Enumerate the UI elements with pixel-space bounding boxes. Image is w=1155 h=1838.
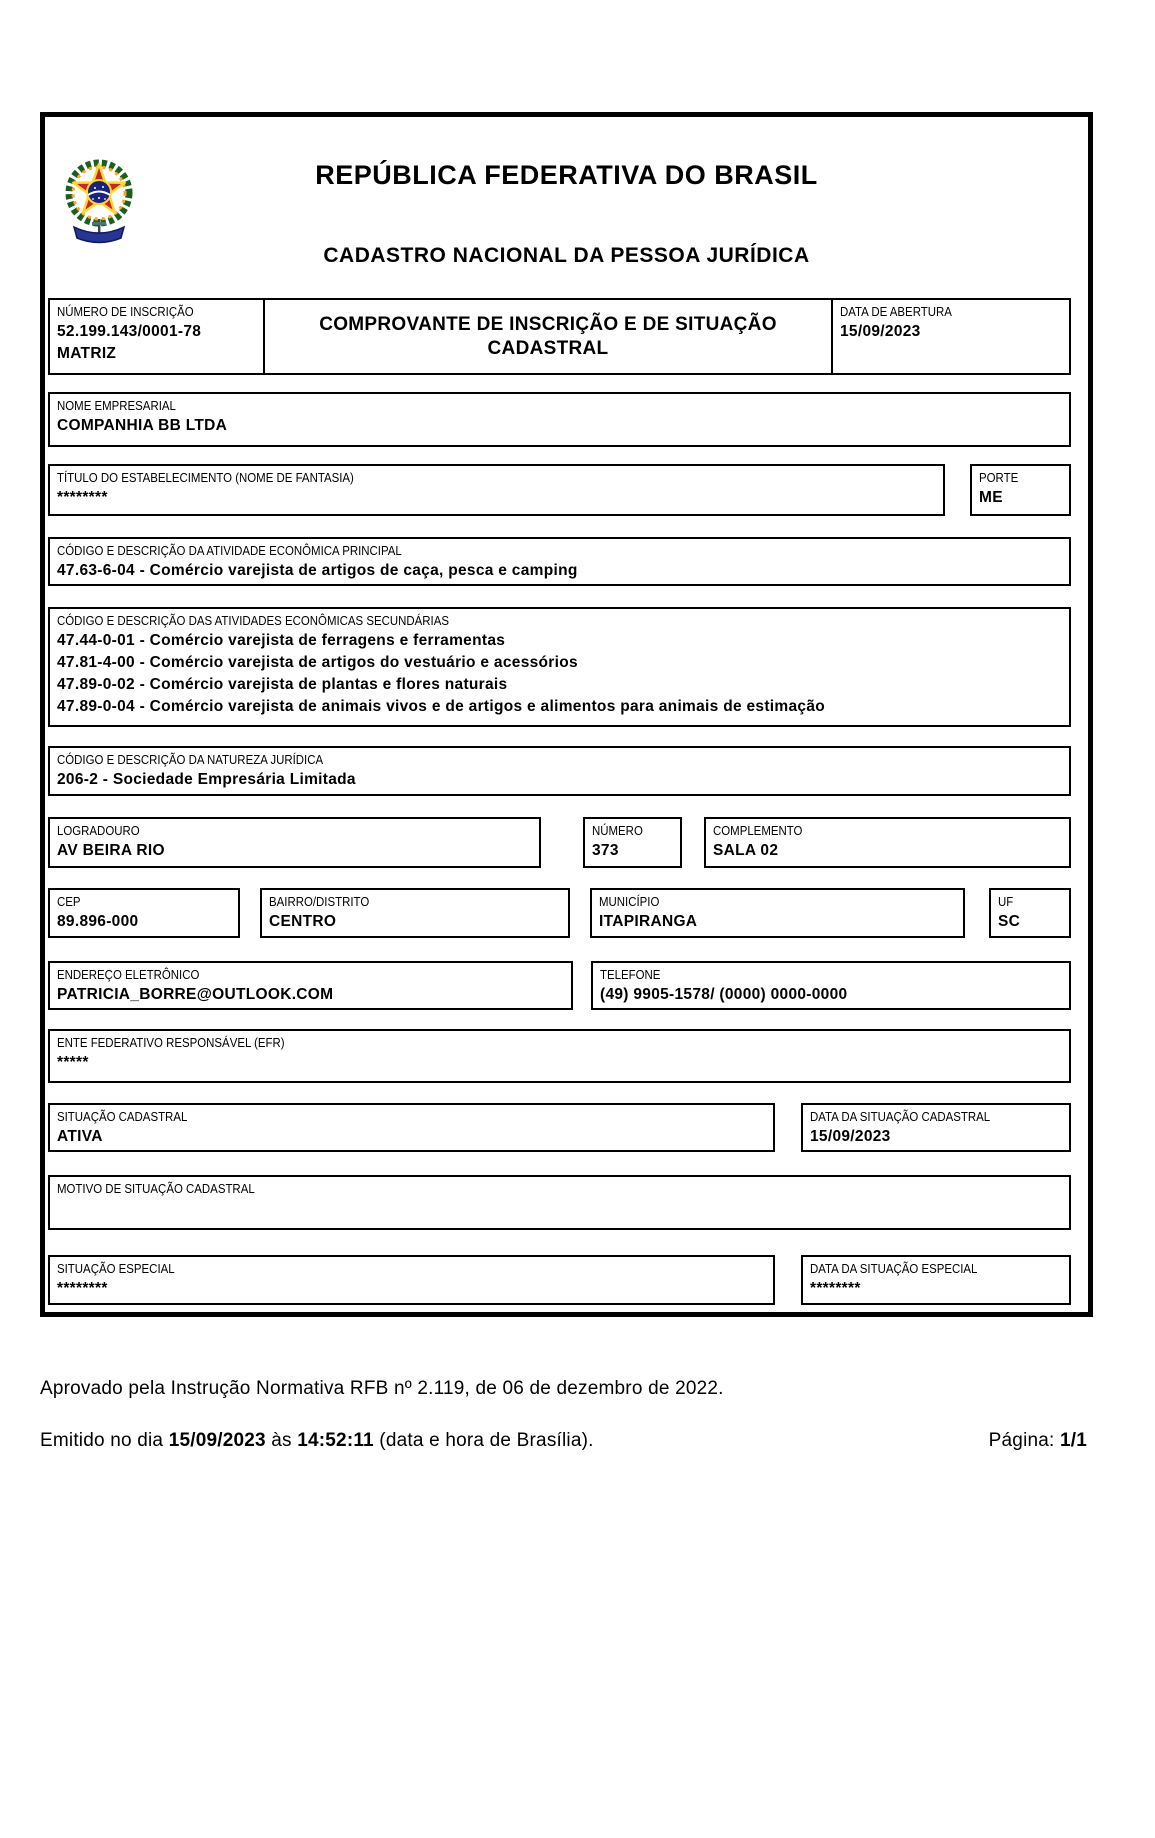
field-label: ENTE FEDERATIVO RESPONSÁVEL (EFR) bbox=[57, 1035, 285, 1050]
field-cep bbox=[48, 888, 240, 938]
page-label: Página: bbox=[988, 1430, 1060, 1451]
field-atividade-principal bbox=[48, 537, 1071, 586]
page-indicator bbox=[880, 1430, 1087, 1452]
numero-inscricao-value: 52.199.143/0001-78 bbox=[57, 323, 202, 340]
field-row-inscricao bbox=[48, 298, 1071, 375]
complemento-value: SALA 02 bbox=[713, 842, 779, 859]
bairro-value: CENTRO bbox=[269, 913, 337, 930]
field-logradouro bbox=[48, 817, 541, 868]
field-data-situacao-especial bbox=[801, 1255, 1071, 1305]
field-numero bbox=[583, 817, 682, 868]
field-label: LOGRADOURO bbox=[57, 823, 140, 838]
situacao-cadastral-value: ATIVA bbox=[57, 1128, 103, 1145]
field-label: TELEFONE bbox=[600, 967, 661, 982]
telefone-value: (49) 9905-1578/ (0000) 0000-0000 bbox=[600, 986, 848, 1003]
comprovante-title-line2: CADASTRAL bbox=[487, 337, 609, 359]
field-situacao-especial bbox=[48, 1255, 775, 1305]
page-value: 1/1 bbox=[1059, 1430, 1087, 1451]
field-label: NÚMERO bbox=[592, 823, 643, 838]
field-label: TÍTULO DO ESTABELECIMENTO (NOME DE FANTASIA) bbox=[57, 470, 354, 485]
emission-prefix: Emitido no dia bbox=[40, 1430, 169, 1451]
field-natureza-juridica bbox=[48, 746, 1071, 796]
field-telefone bbox=[591, 961, 1071, 1010]
emission-date: 15/09/2023 bbox=[168, 1430, 266, 1451]
atividade-principal-value: 47.63-6-04 - Comércio varejista de artigos de caça, pesca e camping bbox=[57, 562, 578, 579]
field-label: DATA DA SITUAÇÃO ESPECIAL bbox=[810, 1261, 978, 1276]
situacao-especial-value: ******** bbox=[57, 1280, 108, 1297]
field-label: BAIRRO/DISTRITO bbox=[269, 894, 370, 909]
field-label: ENDEREÇO ELETRÔNICO bbox=[57, 967, 200, 982]
field-label: NOME EMPRESARIAL bbox=[57, 398, 176, 413]
municipio-value: ITAPIRANGA bbox=[599, 913, 698, 930]
field-label: DATA DA SITUAÇÃO CADASTRAL bbox=[810, 1109, 991, 1124]
cep-value: 89.896-000 bbox=[57, 913, 139, 930]
field-atividades-secundarias bbox=[48, 607, 1071, 727]
field-nome-empresarial bbox=[48, 392, 1071, 447]
field-label: NÚMERO DE INSCRIÇÃO bbox=[57, 304, 194, 319]
porte-value: ME bbox=[979, 489, 1003, 506]
field-label: SITUAÇÃO ESPECIAL bbox=[57, 1261, 175, 1276]
field-label: CEP bbox=[57, 894, 81, 909]
document-subtitle: CADASTRO NACIONAL DA PESSOA JURÍDICA bbox=[323, 244, 810, 267]
field-uf bbox=[989, 888, 1071, 938]
endereco-eletronico-value: PATRICIA_BORRE@OUTLOOK.COM bbox=[57, 986, 334, 1003]
data-situacao-cadastral-value: 15/09/2023 bbox=[810, 1128, 891, 1145]
data-abertura-value: 15/09/2023 bbox=[840, 323, 921, 340]
titulo-estabelecimento-value: ******** bbox=[57, 489, 108, 506]
comprovante-title-line1: COMPROVANTE DE INSCRIÇÃO E DE SITUAÇÃO bbox=[319, 313, 777, 335]
emission-time: 14:52:11 bbox=[297, 1430, 374, 1451]
matriz-flag: MATRIZ bbox=[57, 345, 117, 362]
field-efr bbox=[48, 1029, 1071, 1083]
comprovante-title bbox=[265, 300, 833, 373]
nome-empresarial-value: COMPANHIA BB LTDA bbox=[57, 417, 228, 434]
field-complemento bbox=[704, 817, 1071, 868]
logradouro-value: AV BEIRA RIO bbox=[57, 842, 165, 859]
atividade-secundaria-item: 47.44-0-01 - Comércio varejista de ferragens e ferramentas bbox=[57, 632, 506, 649]
field-label: CÓDIGO E DESCRIÇÃO DAS ATIVIDADES ECONÔMICAS SECUNDÁRIAS bbox=[57, 613, 449, 628]
field-label: DATA DE ABERTURA bbox=[840, 304, 952, 319]
field-label: MOTIVO DE SITUAÇÃO CADASTRAL bbox=[57, 1181, 255, 1196]
emission-note bbox=[40, 1430, 594, 1452]
field-titulo-estabelecimento bbox=[48, 464, 945, 516]
field-label: MUNICÍPIO bbox=[599, 894, 660, 909]
field-motivo-situacao bbox=[48, 1175, 1071, 1230]
field-municipio bbox=[590, 888, 965, 938]
document-title: REPÚBLICA FEDERATIVA DO BRASIL bbox=[315, 160, 818, 190]
field-label: UF bbox=[998, 894, 1014, 909]
uf-value: SC bbox=[998, 913, 1021, 930]
field-data-abertura bbox=[833, 300, 1069, 373]
emission-suffix: (data e hora de Brasília). bbox=[373, 1430, 594, 1451]
natureza-juridica-value: 206-2 - Sociedade Empresária Limitada bbox=[57, 771, 356, 788]
data-situacao-especial-value: ******** bbox=[810, 1280, 861, 1297]
numero-value: 373 bbox=[592, 842, 619, 859]
field-bairro bbox=[260, 888, 570, 938]
field-data-situacao-cadastral bbox=[801, 1103, 1071, 1152]
field-label: COMPLEMENTO bbox=[713, 823, 803, 838]
field-numero-inscricao bbox=[50, 300, 265, 373]
field-label: CÓDIGO E DESCRIÇÃO DA ATIVIDADE ECONÔMICA PRINCIPAL bbox=[57, 543, 402, 558]
field-endereco-eletronico bbox=[48, 961, 573, 1010]
efr-value: ***** bbox=[57, 1054, 89, 1071]
field-label: CÓDIGO E DESCRIÇÃO DA NATUREZA JURÍDICA bbox=[57, 752, 324, 767]
atividade-secundaria-item: 47.89-0-04 - Comércio varejista de animais vivos e de artigos e alimentos para animais de estimação bbox=[57, 698, 826, 715]
field-label: SITUAÇÃO CADASTRAL bbox=[57, 1109, 188, 1124]
atividade-secundaria-item: 47.81-4-00 - Comércio varejista de artigos do vestuário e acessórios bbox=[57, 654, 578, 671]
emission-middle: às bbox=[265, 1430, 298, 1451]
field-situacao-cadastral bbox=[48, 1103, 775, 1152]
approval-note: Aprovado pela Instrução Normativa RFB nº 2.119, de 06 de dezembro de 2022. bbox=[40, 1378, 724, 1399]
atividade-secundaria-item: 47.89-0-02 - Comércio varejista de plantas e flores naturais bbox=[57, 676, 508, 693]
field-porte bbox=[970, 464, 1071, 516]
field-label: PORTE bbox=[979, 470, 1019, 485]
